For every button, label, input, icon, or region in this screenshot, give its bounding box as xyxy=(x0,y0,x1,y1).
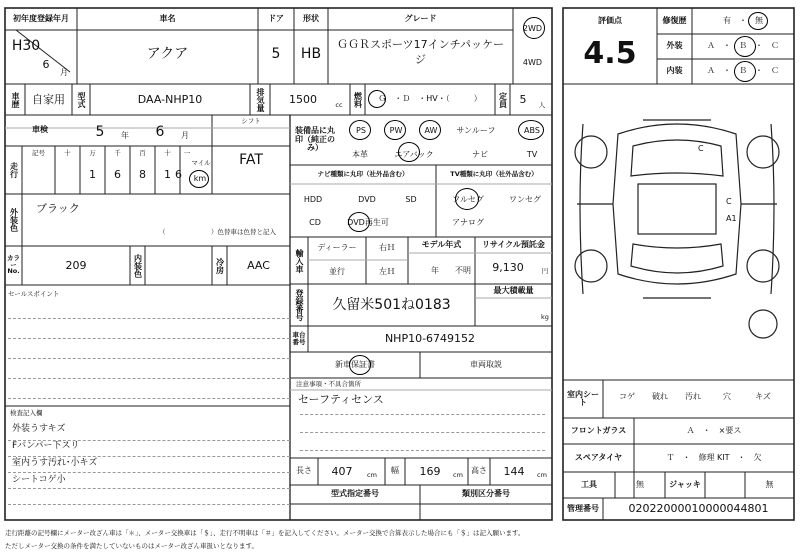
doors-value: 5 xyxy=(271,45,281,62)
diagram-mark: C xyxy=(726,197,732,206)
color-no-label: カラーNo. xyxy=(7,253,20,276)
model-year-unknown: 不明 xyxy=(455,265,471,275)
width-value: 169 xyxy=(419,464,441,478)
name-label: 車名 xyxy=(159,13,176,23)
model-year-unit: 年 xyxy=(431,265,439,275)
equip-aw-circle xyxy=(419,120,441,140)
mileage-digit: 1 xyxy=(164,168,171,182)
height-label: 高さ xyxy=(471,466,487,476)
seat-item: キズ xyxy=(755,391,771,401)
capacity-label: 定員 xyxy=(498,91,508,108)
mileage-col-mile: マイル xyxy=(191,158,211,167)
recycle-unit: 円 xyxy=(541,266,549,275)
car-history-label: 車歴 xyxy=(11,91,20,108)
name-value: アクア xyxy=(146,45,189,62)
exterior-circle xyxy=(734,36,756,57)
seat-label: 室内シート xyxy=(567,389,599,407)
score-label: 評価点 xyxy=(598,15,622,25)
mileage-label: 走行 xyxy=(9,162,19,178)
capacity-value: 5 xyxy=(519,92,527,106)
mileage-col: 十 xyxy=(164,148,171,157)
seat-item: コゲ xyxy=(619,391,635,401)
navi-hdd: HDD xyxy=(303,194,323,204)
drive-2wd-circle xyxy=(523,17,545,39)
equip-aw: AW xyxy=(424,125,438,135)
warranty-label: 新車保証書 xyxy=(335,359,375,369)
inspect-month: 6 xyxy=(155,123,165,140)
navi-dvd-play: DVD再生可 xyxy=(347,217,389,227)
diagram-mark: C xyxy=(698,144,704,153)
shape-label: 形状 xyxy=(303,13,319,23)
seat-item: 破れ xyxy=(652,391,668,401)
import-label: 輸入車 xyxy=(295,248,304,273)
displacement-unit: cc xyxy=(335,100,343,109)
interior-label: 内装 xyxy=(666,66,683,76)
tv-fullseg: フルセグ xyxy=(452,194,484,204)
color-value: ブラック xyxy=(36,202,80,216)
inspect-year: 5 xyxy=(95,123,105,140)
car-history-value: 自家用 xyxy=(32,92,65,106)
notes-value: セーフティセンス xyxy=(298,393,384,407)
equip-tv: TV xyxy=(526,149,538,159)
navi-dvd-play-circle xyxy=(348,212,370,232)
length-unit: cm xyxy=(367,470,377,479)
width-unit: cm xyxy=(453,470,463,479)
height-unit: cm xyxy=(537,470,547,479)
mgmt-value: 02022000010000044801 xyxy=(628,502,769,516)
recycle-value: 9,130 xyxy=(492,261,524,275)
tv-oneseg: ワンセグ xyxy=(509,194,541,204)
plate-value: 久留米501ね0183 xyxy=(332,296,451,313)
equip-abs-circle xyxy=(518,120,544,140)
displacement-value: 1500 xyxy=(289,92,317,106)
glass-value: Ａ ・ ×要ス xyxy=(686,425,742,435)
tv-analog: アナログ xyxy=(452,217,484,227)
mileage-unit: km xyxy=(193,173,207,183)
manual-label: 車両取説 xyxy=(470,359,502,369)
year-month: 6 xyxy=(42,58,50,72)
shift-value: FAT xyxy=(239,151,263,168)
equip-airbag: エアバック xyxy=(394,149,434,159)
model-label: 型式 xyxy=(77,91,86,108)
import-rh: 右Ｈ xyxy=(379,242,395,252)
mileage-col-sign: 記号 xyxy=(32,148,45,157)
interior-circle xyxy=(734,61,756,82)
repair-options: 有 ・ 無 xyxy=(723,15,763,25)
glass-label: フロントガラス xyxy=(570,425,627,435)
grade-value-1: ＧＧＲスポーツ17インチパッケー xyxy=(337,38,504,52)
exterior-options: Ａ ・ Ｂ ・ Ｃ xyxy=(707,41,779,51)
sales-point-label: セールスポイント xyxy=(8,289,60,298)
ac-value: AAC xyxy=(247,258,270,272)
equip-ps-circle xyxy=(349,120,371,140)
width-label: 幅 xyxy=(391,466,399,476)
model-value: DAA-NHP10 xyxy=(137,92,203,106)
mileage-digit: 6 xyxy=(175,168,182,182)
seat-item: 穴 xyxy=(723,391,731,401)
grade-label: グレード xyxy=(404,13,437,23)
mileage-digit: 1 xyxy=(89,168,96,182)
inspection-notes-label: 検査記入欄 xyxy=(10,408,43,417)
import-lh: 左Ｈ xyxy=(379,266,395,276)
footer-line-1: 走行距離の記号欄にメーター改ざん車は「＊」、メーター交換車は「＄」、走行不明車は「＃」を記入してください。メーター交換で合算表示した場合にも「＄」は記入願います。 xyxy=(5,529,525,538)
fuel-label: 燃料 xyxy=(353,91,363,108)
inspect-label: 車検 xyxy=(32,124,48,134)
inspection-note: シートコゲ小 xyxy=(12,475,66,486)
mileage-col: 千 xyxy=(114,148,121,157)
score-value: 4.5 xyxy=(583,36,637,72)
color-note: （ ）色替車は色替と記入 xyxy=(159,227,276,236)
length-label: 長さ xyxy=(296,466,312,476)
equip-navi: ナビ xyxy=(472,149,488,159)
spare-value: Ｔ ・ 修理 KIT ・ 欠 xyxy=(666,452,762,462)
displacement-label: 排気量 xyxy=(256,87,265,112)
exterior-label: 外装 xyxy=(666,41,683,51)
diagram-mark: A1 xyxy=(726,214,737,223)
inspect-year-unit: 年 xyxy=(121,130,129,140)
inspection-note: 室内うす汚れ･小キズ xyxy=(12,458,98,469)
mileage-col: 万 xyxy=(89,148,96,157)
equip-label: 装備品に丸印（純正のみ） xyxy=(295,126,335,153)
inspection-note: Fバンパー下スリ xyxy=(12,441,80,452)
tools-label: 工具 xyxy=(581,479,597,489)
type-number-label: 型式指定番号 xyxy=(331,489,379,499)
chassis-label: 車台番号 xyxy=(292,331,306,346)
mgmt-label: 管理番号 xyxy=(567,503,599,513)
import-dealer: ディーラー xyxy=(317,242,357,252)
load-label: 最大積載量 xyxy=(493,285,534,295)
navi-dvd: DVD xyxy=(358,194,376,204)
equip-abs: ABS xyxy=(524,125,540,135)
jack-value: 無 xyxy=(765,479,774,489)
footer-line-2: ただしメーター交換の条件を満たしていないものはメーター改ざん車扱いとなります。 xyxy=(5,542,258,551)
shape-value: HB xyxy=(300,45,322,62)
spare-label: スペアタイヤ xyxy=(574,452,623,462)
warranty-circle xyxy=(349,355,371,375)
plate-label: 登録番号 xyxy=(295,289,304,321)
equip-pw-circle xyxy=(384,120,406,140)
grade-value-2: ジ xyxy=(415,53,426,67)
mileage-digit: 6 xyxy=(114,168,121,182)
load-unit: kg xyxy=(541,312,549,321)
length-value: 407 xyxy=(331,464,353,478)
chassis-value: NHP10-6749152 xyxy=(384,332,476,346)
color-no-value: 209 xyxy=(65,258,87,272)
diagram-marks xyxy=(563,84,794,380)
year-era: H30 xyxy=(11,37,41,54)
mileage-digit: 8 xyxy=(139,168,146,182)
fuel-circle xyxy=(368,90,386,108)
notes-label: 注意事項・不具合箇所 xyxy=(296,380,361,389)
equip-airbag-circle xyxy=(398,142,420,162)
mileage-col: 十 xyxy=(64,148,71,157)
doors-label: ドア xyxy=(268,13,284,23)
inspect-month-unit: 月 xyxy=(181,130,189,140)
height-value: 144 xyxy=(503,464,525,478)
capacity-unit: 人 xyxy=(538,100,546,109)
interior-options: Ａ ・ Ｂ ・ Ｃ xyxy=(707,66,779,76)
equip-pw: PW xyxy=(389,125,403,135)
tv-label: TV種類に丸印（社外品含む） xyxy=(450,170,538,179)
mileage-col: 一 xyxy=(183,148,191,157)
tv-fullseg-circle xyxy=(455,188,479,210)
equip-sunroof: サンルーフ xyxy=(456,125,496,135)
drive-4wd: 4WD xyxy=(522,57,543,67)
ac-label: 冷房 xyxy=(215,257,225,274)
import-parallel: 並行 xyxy=(329,266,345,276)
inspection-note: 外装うすキズ xyxy=(12,424,66,435)
year-month-unit: 月 xyxy=(60,67,68,77)
navi-label: ナビ種類に丸印（社外品含む） xyxy=(317,170,409,179)
recycle-label: リサイクル預託金 xyxy=(482,239,545,249)
class-number-label: 類別区分番号 xyxy=(462,489,510,499)
model-year-label: モデル年式 xyxy=(421,239,462,249)
shift-label: シフト xyxy=(241,117,261,126)
navi-sd: SD xyxy=(405,194,417,204)
mileage-unit-circle xyxy=(189,170,209,188)
equip-leather: 本革 xyxy=(352,149,368,159)
fuel-options: Ｇ ・Ｄ ・HV・（ ） xyxy=(378,94,482,104)
repair-none-circle xyxy=(748,12,768,30)
year-label: 初年度登録年月 xyxy=(13,13,69,23)
jack-label: ジャッキ xyxy=(669,479,701,489)
interior-color-label: 内装色 xyxy=(133,253,143,278)
seat-item: 汚れ xyxy=(685,391,701,401)
repair-label: 修復歴 xyxy=(662,15,687,25)
mileage-col: 百 xyxy=(139,148,146,157)
tools-value: 無 xyxy=(636,479,644,489)
drive-2wd: 2WD xyxy=(522,23,543,33)
color-label: 外装色 xyxy=(9,208,19,232)
equip-ps: PS xyxy=(356,125,366,135)
navi-cd: CD xyxy=(309,217,321,227)
